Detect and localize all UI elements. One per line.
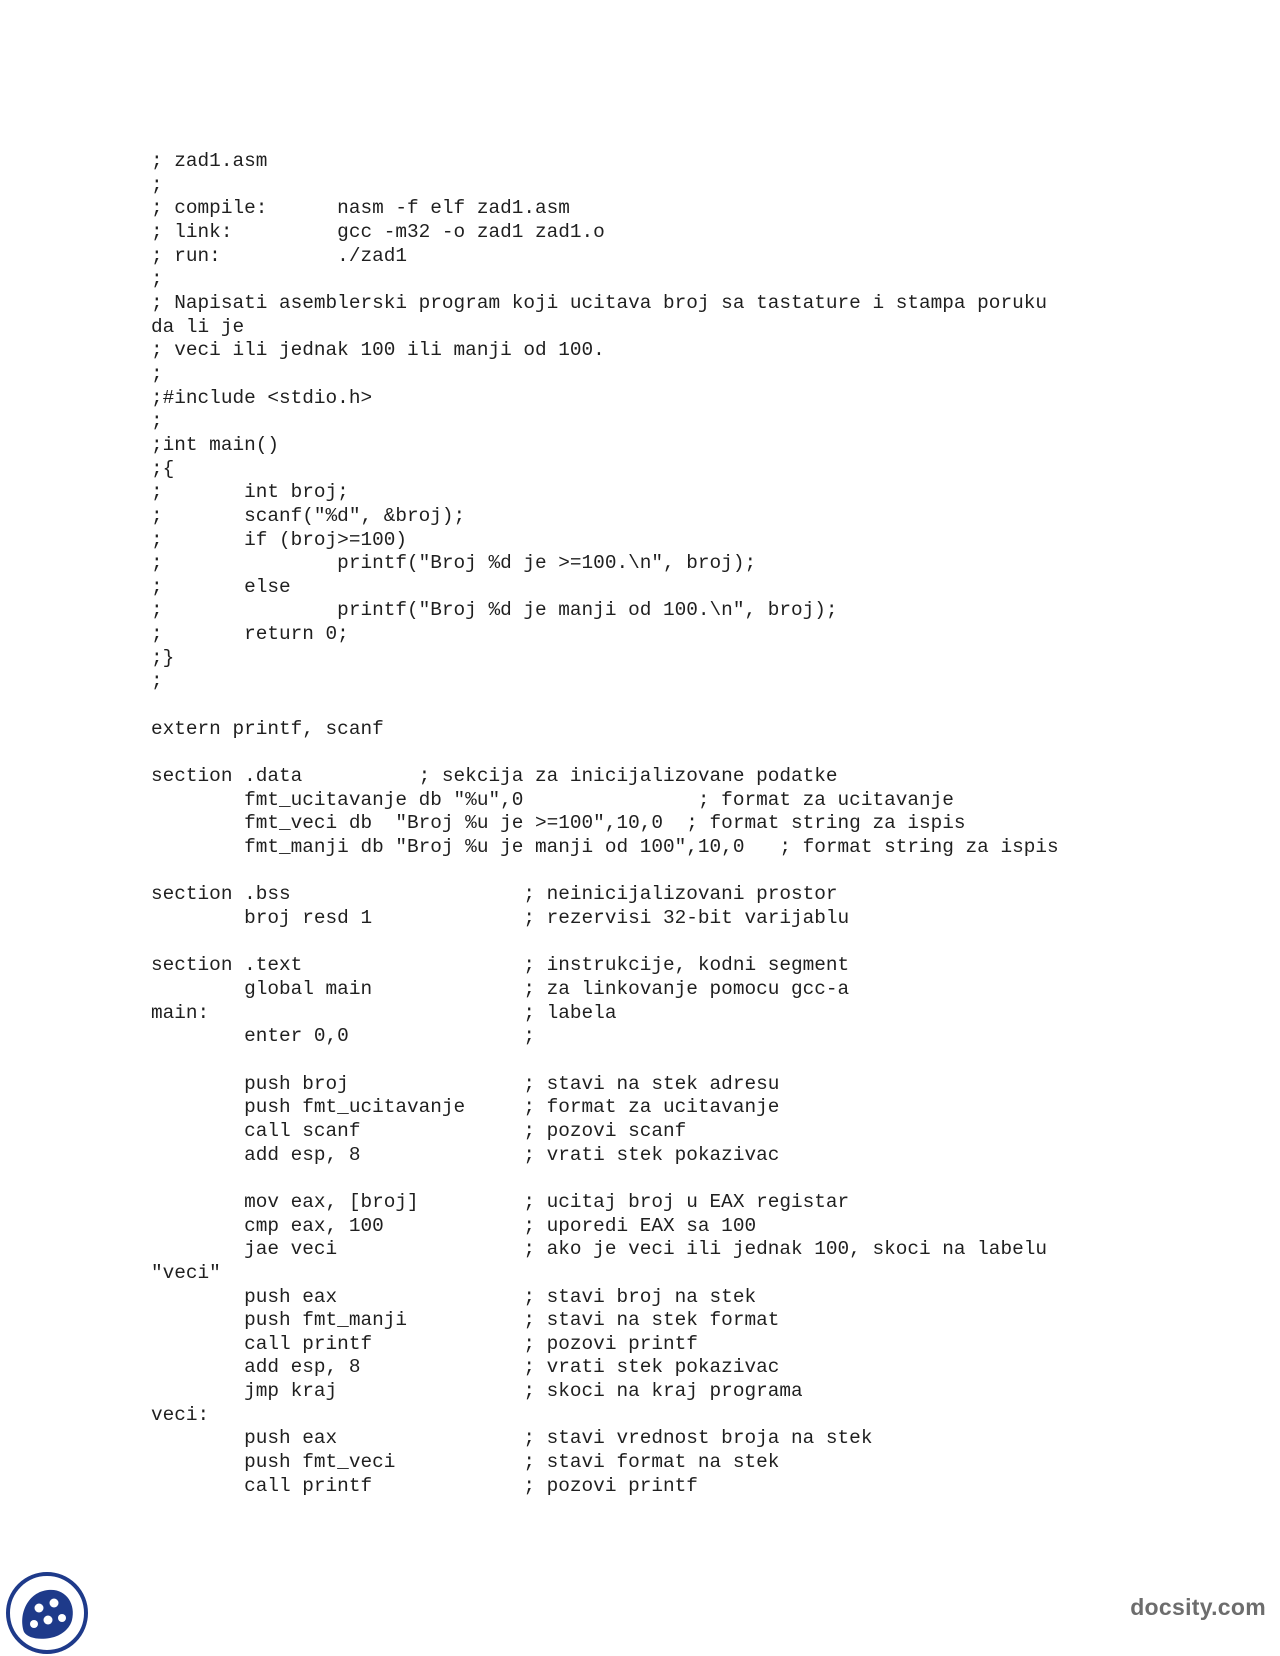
assembly-source-code: ; zad1.asm ; ; compile: nasm -f elf zad1.asm ; link: gcc -m32 -o zad1 zad1.o ; run: ./zad1 ; ; Napisati asemblerski program koji ucitava broj sa tastature i stampa poruku da li je ; veci ili jednak 100 ili manji od 100. ; ;#include <stdio.h> ; ;int main() ;{ ; int broj; ; scanf("%d", &broj); ; if (broj>=100) ; printf("Broj %d je >=100.\n", broj); ; else ; printf("Broj %d je manji od 100.\n", broj); ; return 0; ;} ; extern printf, scanf section .data ; sekcija za inicijalizovane podatke fmt_ucitavanje db "%u",0 ; format za ucitavanje fmt_veci db "Broj %u je >=100",10,0 ; format string za ispis fmt_manji db "Broj %u je manji od 100",10,0 ; format string za ispis section .bss ; neinicijalizovani prostor broj resd 1 ; rezervisi 32-bit varijablu section .text ; instrukcije, kodni segment global main ; za linkovanje pomocu gcc-a main: ; labela enter 0,0 ; push broj ; stavi na stek adresu push fmt_ucitavanje ; format za ucitavanje call scanf ; pozovi scanf add esp, 8 ; vrati stek pokazivac mov eax, [broj] ; ucitaj broj u EAX registar cmp eax, 100 ; uporedi EAX sa 100 jae veci ; ako je veci ili jednak 100, skoci na labelu "veci" push eax ; stavi broj na stek push fmt_manji ; stavi na stek format call printf ; pozovi printf add esp, 8 ; vrati stek pokazivac jmp kraj ; skoci na kraj programa veci: push eax ; stavi vrednost broja na stek push fmt_veci ; stavi format na stek call printf ; pozovi printf xyxy=(151,150,1059,1497)
docsity-brand-watermark[interactable]: docsity.com xyxy=(1130,1594,1266,1620)
docsity-logo-icon[interactable] xyxy=(4,1570,90,1656)
